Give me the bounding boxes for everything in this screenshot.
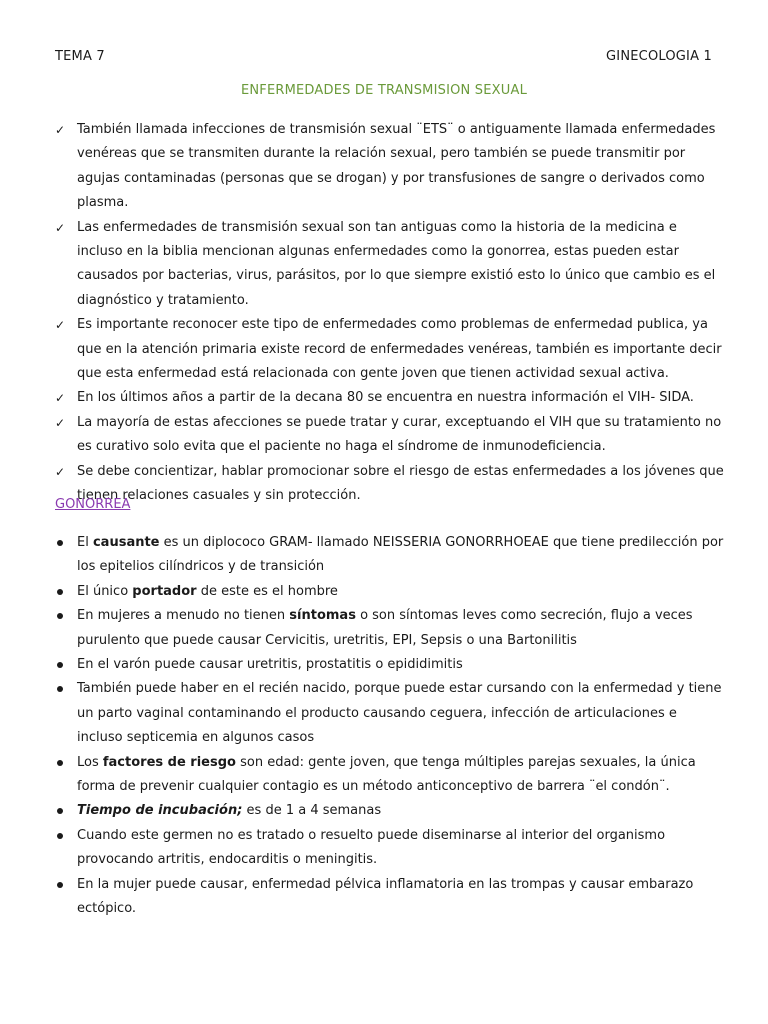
intro-checklist	[0, 118, 725, 509]
section-heading-gonorrea: GONORREA	[55, 497, 131, 512]
list-item	[0, 604, 725, 653]
list-item	[0, 751, 725, 800]
list-item	[0, 824, 725, 873]
list-item-bold-text: portador	[132, 583, 197, 599]
list-item-text: Los	[77, 754, 103, 770]
list-item-text: Cuando este germen no es tratado o resuelto puede diseminarse al interior del organismo provocando artritis, endocarditis o meningitis.	[77, 827, 666, 868]
list-item-text: En los últimos años a partir de la decana 80 se encuentra en nuestra información el VIH- SIDA.	[77, 390, 694, 406]
checkmark-icon: ✓	[55, 415, 66, 430]
bullet-icon	[57, 540, 63, 546]
list-item	[0, 873, 725, 922]
header-topic: TEMA 7	[55, 49, 105, 64]
bullet-icon	[57, 686, 63, 692]
list-item	[0, 799, 725, 823]
list-item-text: También puede haber en el recién nacido, porque puede estar cursando con la enfermedad y tiene un parto vaginal contaminando el producto causando ceguera, infección de articulaciones e incluso septicemia en algunos casos	[77, 681, 722, 746]
checkmark-icon: ✓	[55, 220, 66, 235]
list-item-text: En la mujer puede causar, enfermedad pélvica inflamatoria en las trompas y causar embarazo ectópico.	[77, 876, 694, 917]
list-item	[0, 653, 725, 677]
list-item	[0, 386, 725, 410]
list-item-bold-text: causante	[92, 535, 160, 550]
list-item-text: Las enfermedades de transmisión sexual son tan antiguas como la historia de la medicina e incluso en la biblia mencionan algunas enfermedades como la gonorrea, estas pueden estar causados por bacterias, virus, parásitos, por lo que siempre existió esto lo único que cambio es el diagnóstico y tratamiento.	[77, 219, 716, 308]
bullet-icon	[57, 662, 63, 668]
list-item	[0, 216, 725, 314]
list-item-bold-text: Tiempo de incubación;	[77, 803, 243, 819]
checkmark-icon: ✓	[55, 391, 66, 406]
list-item	[0, 411, 725, 460]
bullet-icon	[57, 589, 63, 595]
list-item-text: es de 1 a 4 semanas	[242, 803, 382, 819]
list-item-text: En mujeres a menudo no tienen	[77, 608, 290, 624]
checkmark-icon: ✓	[55, 464, 66, 479]
checkmark-icon: ✓	[55, 123, 66, 137]
bullet-icon	[57, 808, 63, 814]
bullet-icon	[57, 613, 63, 619]
list-item-text: En el varón puede causar uretritis, prostatitis o epididimitis	[77, 657, 463, 673]
list-item	[0, 677, 725, 750]
list-item-text: La mayoría de estas afecciones se puede tratar y curar, exceptuando el VIH que su tratamiento no es curativo solo evita que el paciente no haga el síndrome de inmunodeficiencia.	[77, 414, 722, 455]
list-item-bold-text: síntomas	[289, 608, 356, 624]
list-item	[0, 118, 725, 216]
list-item-text: El único	[77, 583, 133, 599]
checkmark-icon: ✓	[55, 318, 66, 333]
list-item-text: Es importante reconocer este tipo de enfermedades como problemas de enfermedad publica, ya que en la atención primaria existe record de enfermedades venéreas, también es importante decir que esta enfermedad está relacionada con gente joven que tienen actividad sexual activa.	[77, 317, 722, 382]
list-item-text: También llamada infecciones de transmisión sexual ¨ETS¨ o antiguamente llamada enfermedades venéreas que se transmiten durante la relación sexual, pero también se puede transmitir por agujas contaminadas (personas que se drogan) y por transfusiones de sangre o derivados como plasma.	[77, 122, 716, 211]
list-item-text: o son síntomas leves como secreción, flujo a veces purulento que puede causar Cervicitis, uretritis, EPI, Sepsis o una Bartonilitis	[77, 608, 693, 648]
list-item-text: son edad: gente joven, que tenga múltiples parejas sexuales, la única forma de prevenir cualquier contagio es un método anticonceptivo de barrera ¨el condón¨.	[77, 754, 696, 795]
document-title: ENFERMEDADES DE TRANSMISION SEXUAL	[240, 83, 528, 98]
gonorrea-bullet-list	[0, 531, 725, 922]
list-item-text: El	[77, 535, 93, 550]
list-item	[0, 313, 725, 386]
list-item-text: Se debe concientizar, hablar promocionar sobre el riesgo de estas enfermedades a los jóvenes que tienen relaciones casuales y sin protección.	[77, 463, 724, 504]
bullet-icon	[57, 760, 63, 766]
bullet-icon	[57, 882, 63, 888]
list-item-text: es un diplococo GRAM- llamado NEISSERIA GONORRHOEAE que tiene predilección por los epitelios cilíndricos y de transición	[77, 535, 724, 575]
list-item-text: de este es el hombre	[196, 583, 338, 599]
bullet-icon	[57, 833, 63, 839]
header-course: GINECOLOGIA 1	[606, 49, 712, 64]
list-item	[0, 580, 725, 604]
list-item-bold-text: factores de riesgo	[102, 754, 236, 770]
list-item	[0, 531, 725, 580]
